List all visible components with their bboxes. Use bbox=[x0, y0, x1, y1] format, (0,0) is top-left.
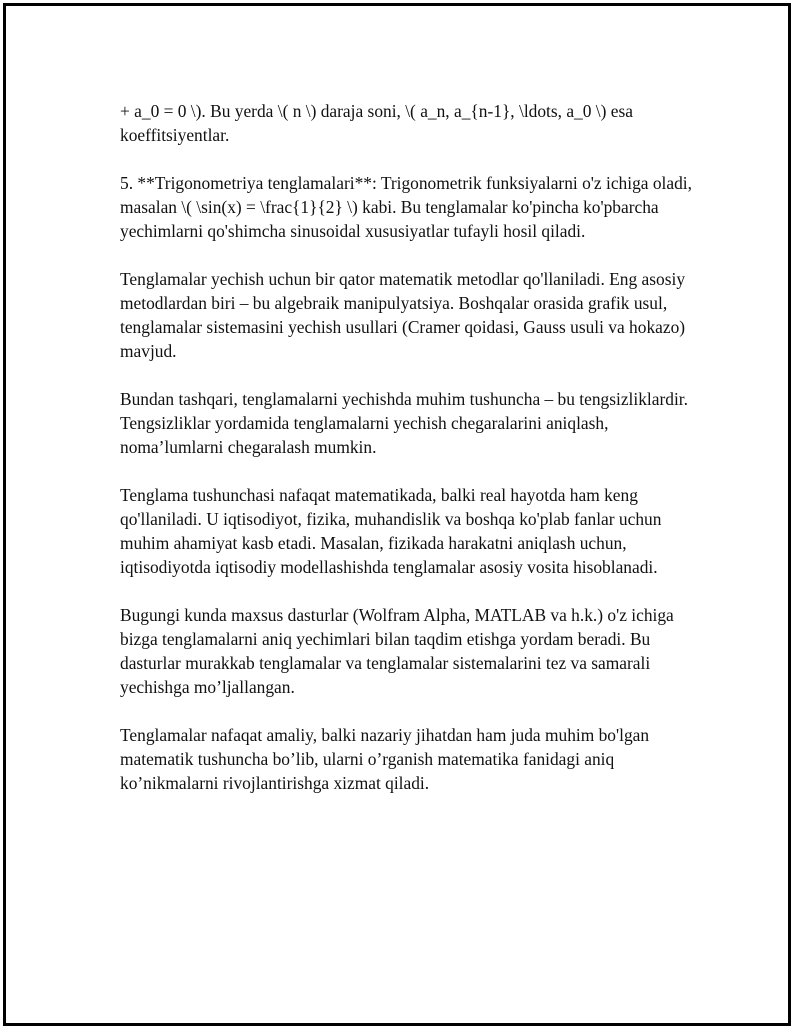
document-body bbox=[120, 99, 695, 819]
paragraph-real-life-applications: Tenglama tushunchasi nafaqat matematikada, balki real hayotda ham keng qo'llaniladi. U iqtisodiyot, fizika, muhandislik va boshqa ko'plab fanlar uchun muhim ahamiyat kasb etadi. Masalan, fizikada harakatni aniqlash uchun, iqtisodiyotda iqtisodiy modellashishda tenglamalar asosiy vosita hisoblanadi. bbox=[120, 485, 662, 577]
paragraph-conclusion: Tenglamalar nafaqat amaliy, balki nazariy jihatdan ham juda muhim bo'lgan matematik tushuncha bo’lib, ularni o’rganish matematika fanidagi aniq ko’nikmalarni rivojlantirishga xizmat qiladi. bbox=[120, 725, 650, 793]
document-page bbox=[3, 3, 791, 1026]
paragraph-software-tools: Bugungi kunda maxsus dasturlar (Wolfram Alpha, MATLAB va h.k.) o'z ichiga bizga tenglamalarni aniq yechimlari bilan taqdim etishga yordam beradi. Bu dasturlar murakkab tenglamalar va tenglamalar sistemalarini tez va samarali yechishga mo’ljallangan. bbox=[120, 605, 674, 697]
paragraph-trigonometric-equations: 5. **Trigonometriya tenglamalari**: Trigonometrik funksiyalarni o'z ichiga oladi, masalan \( \sin(x) = \frac{1}{2} \) kabi. Bu tenglamalar ko'pincha ko'pbarcha yechimlarni qo'shimcha sinusoidal xususiyatlar tufayli hosil qiladi. bbox=[120, 173, 692, 241]
paragraph-solution-methods: Tenglamalar yechish uchun bir qator matematik metodlar qo'llaniladi. Eng asosiy metodlardan biri – bu algebraik manipulyatsiya. Boshqalar orasida grafik usul, tenglamalar sistemasini yechish usullari (Cramer qoidasi, Gauss usuli va hokazo) mavjud. bbox=[120, 269, 686, 361]
paragraph-polynomial-continuation: + a_0 = 0 \). Bu yerda \( n \) daraja soni, \( a_n, a_{n-1}, \ldots, a_0 \) esa koeffitsiyentlar. bbox=[120, 101, 633, 145]
paragraph-inequalities: Bundan tashqari, tenglamalarni yechishda muhim tushuncha – bu tengsizliklardir. Tengsizliklar yordamida tenglamalarni yechish chegaralarini aniqlash, noma’lumlarni chegaralash mumkin. bbox=[120, 389, 688, 457]
